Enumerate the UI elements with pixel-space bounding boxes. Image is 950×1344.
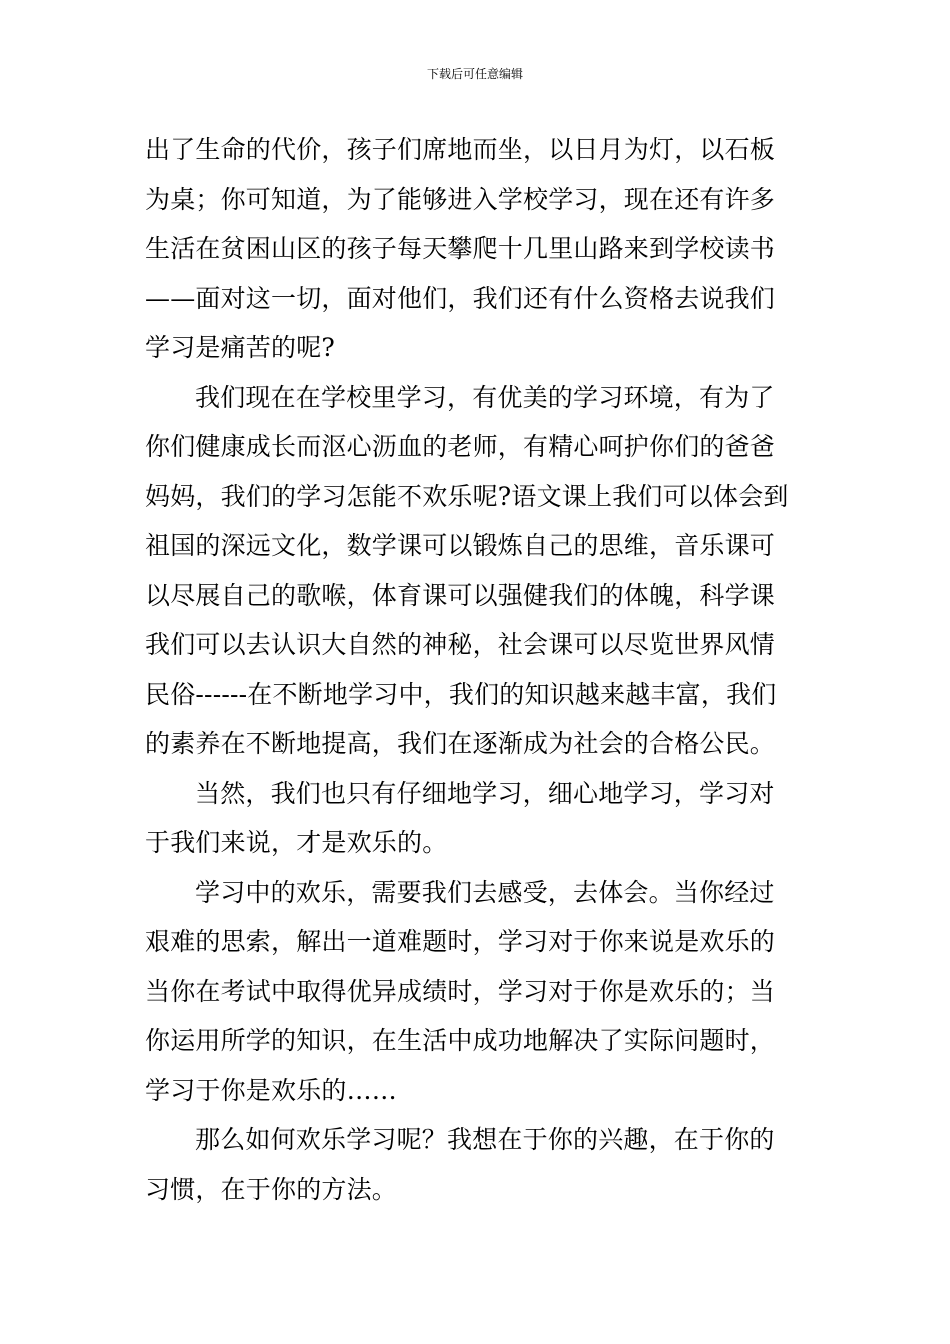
text-line: 学习中的欢乐，需要我们去感受，去体会。当你经过 [195, 877, 775, 907]
text-line: 妈妈，我们的学习怎能不欢乐呢?语文课上我们可以体会到 [145, 481, 789, 511]
text-line: 艰难的思索，解出一道难题时，学习对于你来说是欢乐的 [145, 927, 776, 956]
text-line: 生活在贫困山区的孩子每天攀爬十几里山路来到学校读书 [145, 234, 776, 263]
text-line: 学习是痛苦的呢? [145, 333, 336, 362]
text-line: 为桌；你可知道，为了能够进入学校学习，现在还有许多 [145, 184, 776, 214]
text-line: 学习于你是欢乐的…… [145, 1075, 398, 1105]
text-line: 出了生命的代价，孩子们席地而坐，以日月为灯，以石板 [145, 135, 776, 164]
text-line: 你运用所学的知识，在生活中成功地解决了实际问题时， [145, 1026, 776, 1055]
text-line: 民俗------在不断地学习中，我们的知识越来越丰富，我们 [145, 679, 777, 709]
text-line: 你们健康成长而沤心沥血的老师，有精心呵护你们的爸爸 [145, 432, 776, 461]
text-line: ——面对这一切，面对他们，我们还有什么资格去说我们 [145, 283, 776, 313]
text-line: 我们现在在学校里学习，有优美的学习环境，有为了 [195, 382, 775, 412]
text-line: 那么如何欢乐学习呢？我想在于你的兴趣，在于你的 [195, 1125, 775, 1154]
text-line: 祖国的深远文化，数学课可以锻炼自己的思维，音乐课可 [145, 531, 776, 560]
text-line: 以尽展自己的歌喉，体育课可以强健我们的体魄，科学课 [145, 580, 776, 610]
text-line: 我们可以去认识大自然的神秘，社会课可以尽览世界风情 [145, 630, 776, 659]
text-line: 当然，我们也只有仔细地学习，细心地学习，学习对 [195, 778, 775, 808]
text-line: 于我们来说，才是欢乐的。 [145, 828, 448, 857]
text-line: 当你在考试中取得优异成绩时，学习对于你是欢乐的；当 [145, 976, 776, 1006]
document-body [145, 125, 810, 1214]
text-line: 习惯，在于你的方法。 [145, 1174, 398, 1204]
text-line: 的素养在不断地提高，我们在逐渐成为社会的合格公民。 [145, 729, 776, 758]
page-header: 下载后可任意编辑 [426, 67, 523, 81]
